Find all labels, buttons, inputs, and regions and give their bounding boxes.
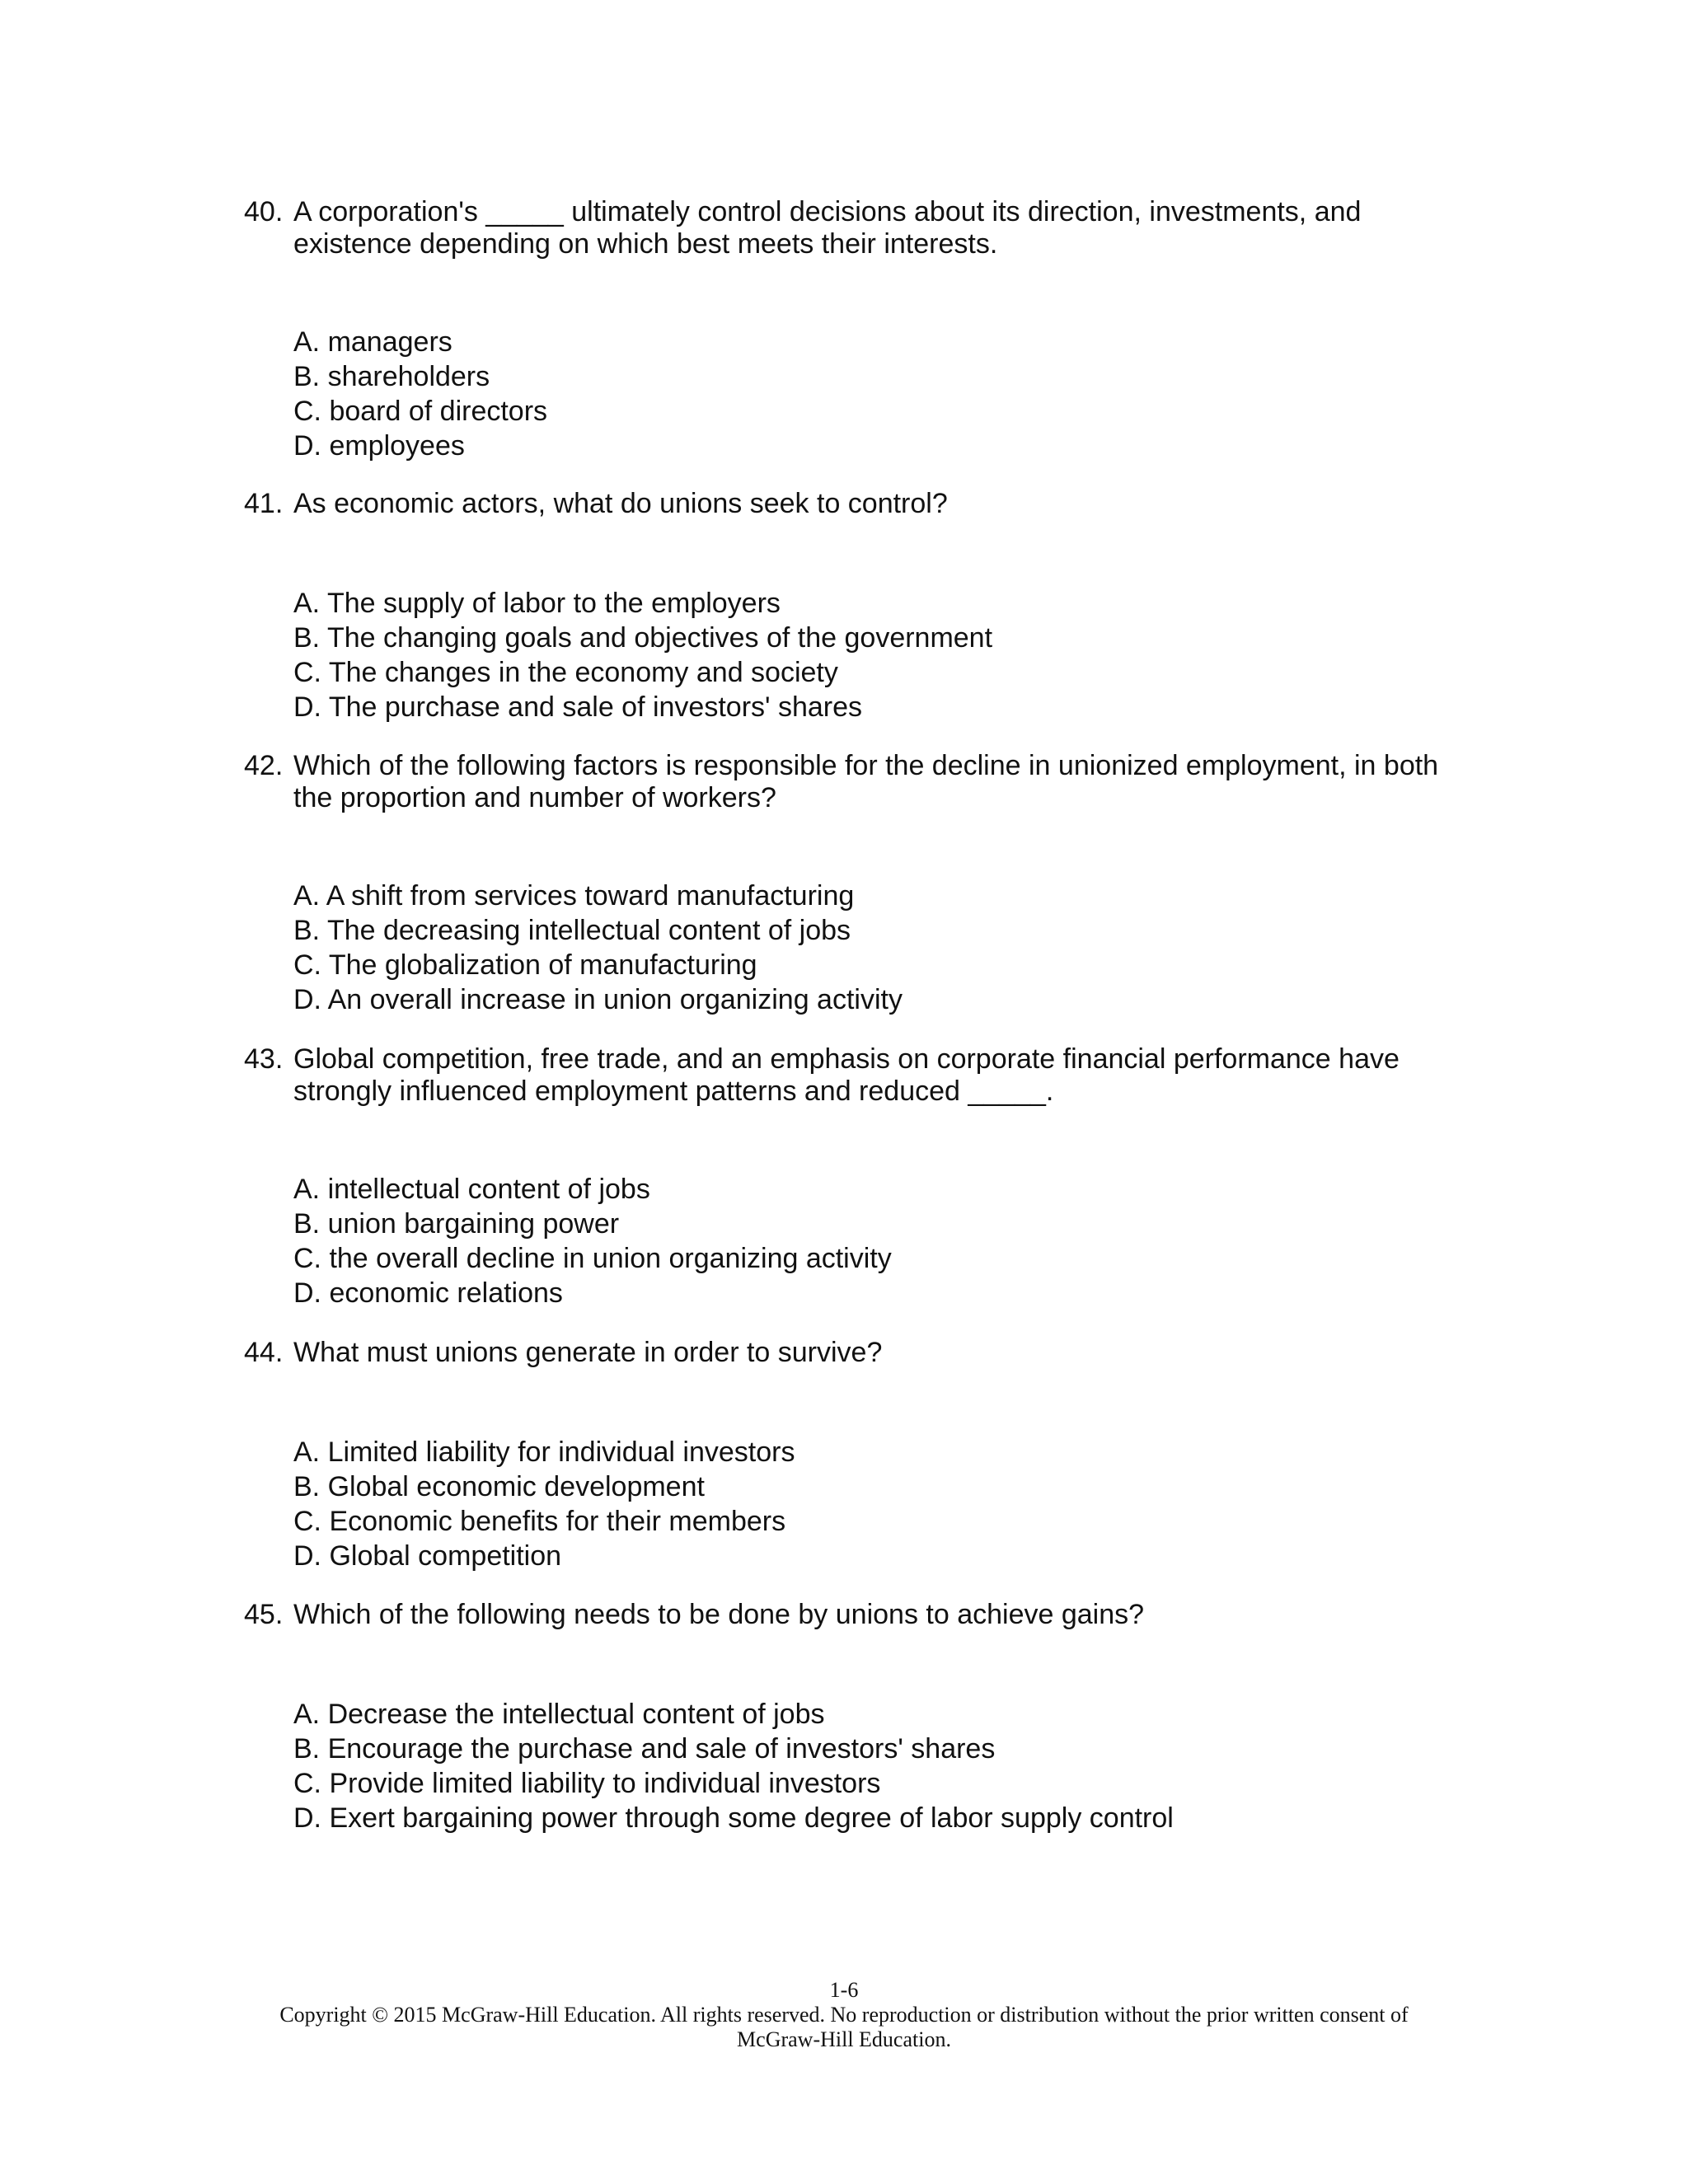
copyright-notice-continued: McGraw-Hill Education. [737,2027,951,2051]
answer-option: D. Exert bargaining power through some degree of labor supply control [293,1802,1174,1834]
answer-option: B. Encourage the purchase and sale of investors' shares [293,1733,996,1765]
answer-option: C. Provide limited liability to individual investors [293,1768,881,1799]
answer-options [293,325,1464,463]
question-text: As economic actors, what do unions seek to control? [293,488,948,519]
answer-options [293,879,1464,1017]
answer-option: C. board of directors [293,396,548,427]
answer-option: A. Decrease the intellectual content of jobs [293,1699,825,1730]
question-number: 44. [244,1337,284,1368]
question-text: What must unions generate in order to survive? [293,1337,883,1368]
question-44 [244,1337,1464,1601]
question-number: 45. [244,1599,284,1630]
question-text: A corporation's _____ ultimately control decisions about its direction, investments, and existence depending on which best meets their interests. [293,196,1362,260]
answer-options [293,1697,1464,1835]
answer-option: D. An overall increase in union organizing activity [293,984,903,1015]
answer-option: B. union bargaining power [293,1208,620,1240]
answer-option: A. A shift from services toward manufacturing [293,880,855,912]
question-text: Which of the following factors is responsible for the decline in unionized employment, in both the proportion and number of workers? [293,750,1439,813]
answer-option: C. the overall decline in union organizing activity [293,1243,892,1274]
answer-option: B. shareholders [293,361,490,392]
answer-option: A. The supply of labor to the employers [293,588,781,619]
question-text: Global competition, free trade, and an emphasis on corporate financial performance have strongly influenced employment patterns and reduced _____. [293,1043,1400,1107]
page-number: 1-6 [829,1978,859,2002]
answer-option: D. employees [293,430,465,462]
answer-option: A. Limited liability for individual investors [293,1436,795,1468]
answer-option: A. managers [293,326,452,358]
answer-option: C. Economic benefits for their members [293,1506,786,1537]
answer-options [293,1172,1464,1310]
question-43 [244,1043,1464,1338]
question-40 [244,196,1464,491]
question-45 [244,1599,1464,1863]
question-text: Which of the following needs to be done by unions to achieve gains? [293,1599,1145,1630]
question-41 [244,488,1464,752]
answer-option: D. The purchase and sale of investors' shares [293,691,863,723]
answer-option: D. economic relations [293,1277,563,1309]
page-footer [0,1978,1688,2052]
question-number: 42. [244,750,284,781]
answer-options [293,586,1464,724]
answer-option: A. intellectual content of jobs [293,1174,650,1205]
answer-options [293,1435,1464,1573]
answer-option: C. The globalization of manufacturing [293,949,757,981]
question-number: 43. [244,1043,284,1075]
question-number: 40. [244,196,284,227]
answer-option: B. The changing goals and objectives of the government [293,622,993,654]
answer-option: C. The changes in the economy and society [293,657,838,688]
question-42 [244,750,1464,1045]
question-number: 41. [244,488,284,519]
answer-option: B. The decreasing intellectual content of jobs [293,915,851,946]
answer-option: B. Global economic development [293,1471,705,1502]
copyright-notice: Copyright © 2015 McGraw-Hill Education. All rights reserved. No reproduction or distribution without the prior written consent of [279,2003,1409,2027]
answer-option: D. Global competition [293,1540,562,1572]
